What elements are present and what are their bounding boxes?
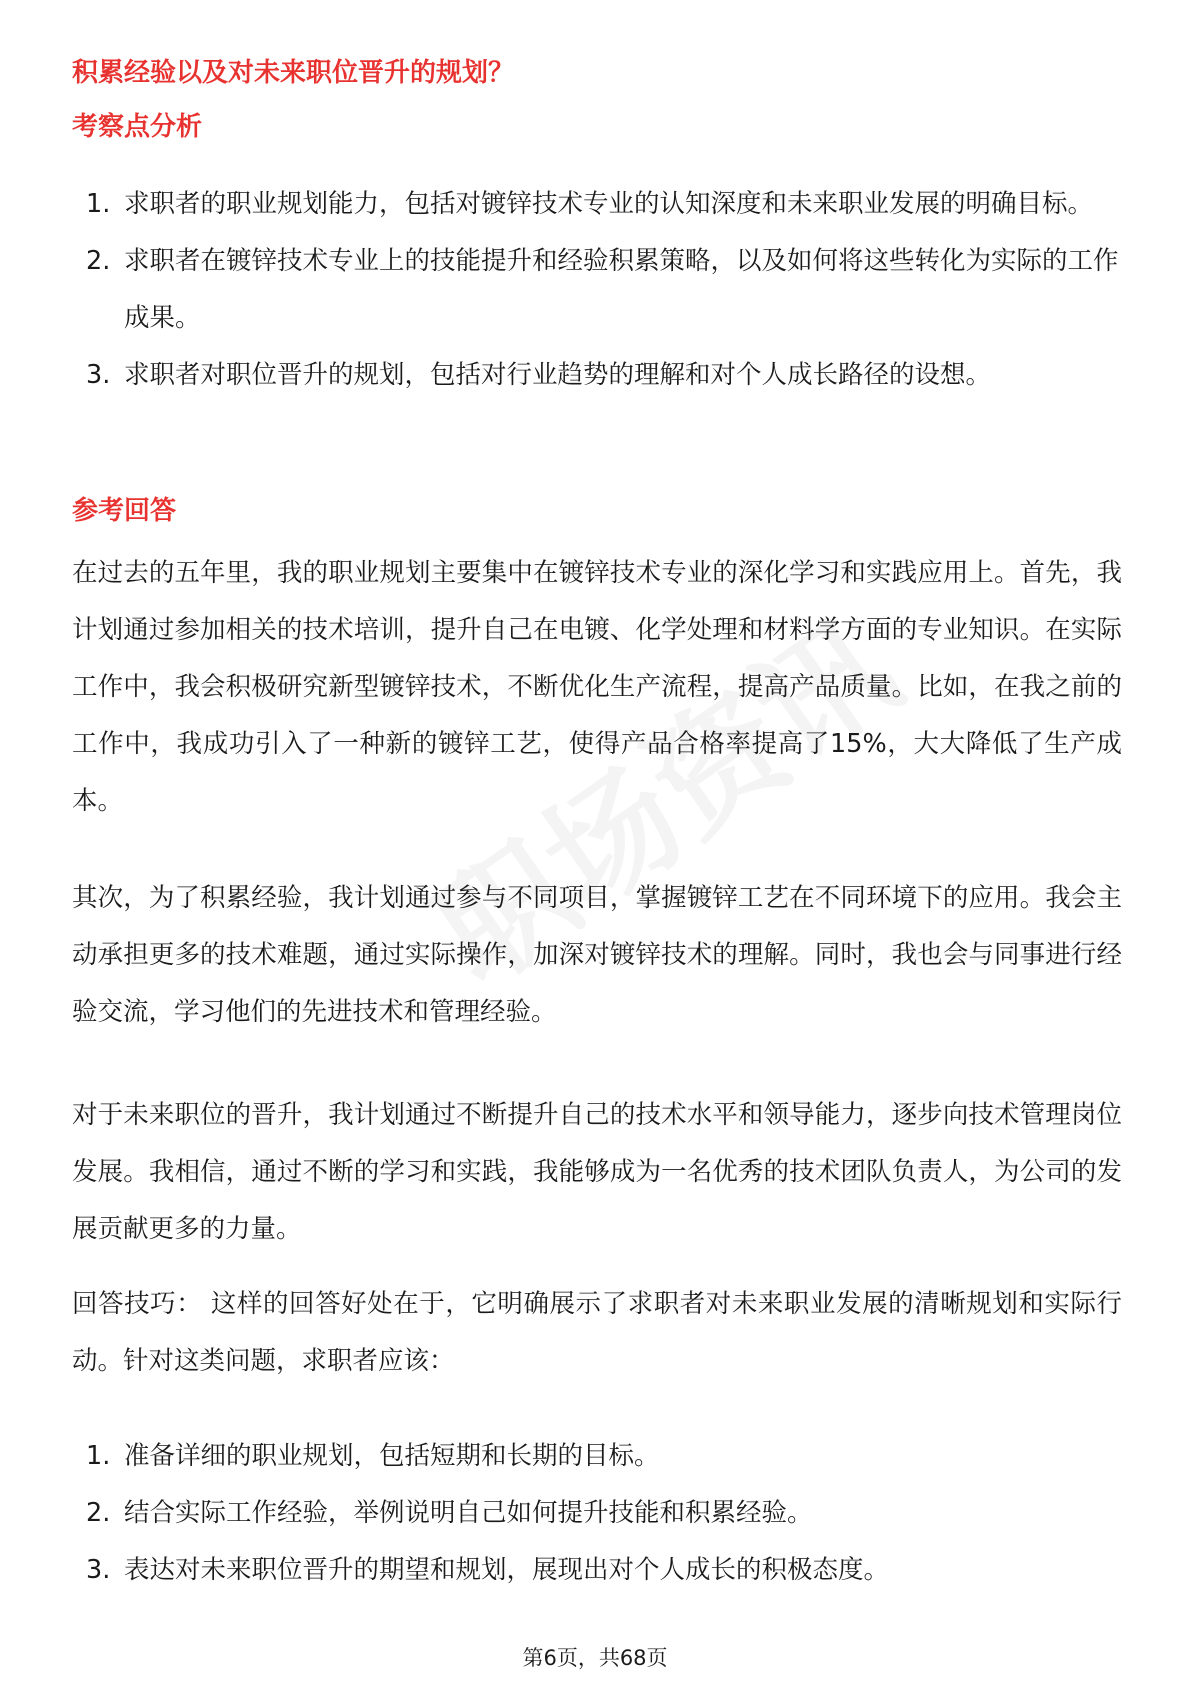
list-item: 2. 求职者在镀锌技术专业上的技能提升和经验积累策略，以及如何将这些转化为实际的工作成果。 [86,246,1119,333]
answer-heading: 参考回答 [72,496,177,526]
answer-paragraph: 在过去的五年里，我的职业规划主要集中在镀锌技术专业的深化学习和实践应用上。首先，我计划通过参加相关的技术培训，提升自己在电镀、化学处理和材料学方面的专业知识。在实际工作中，我会积极研究新型镀锌技术，不断优化生产流程，提高产品质量。比如，在我之前的工作中，我成功引入了一种新的镀锌工艺，使得产品合格率提高了15%，大大降低了生产成本。 [72,558,1122,816]
tips-paragraph: 回答技巧： 这样的回答好处在于，它明确展示了求职者对未来职业发展的清晰规划和实际行动。针对这类问题，求职者应该： [72,1289,1122,1376]
analysis-list [72,176,1122,404]
tips-list [72,1428,1122,1599]
list-item: 3. 求职者对职位晋升的规划，包括对行业趋势的理解和对个人成长路径的设想。 [86,360,992,390]
list-item: 3. 表达对未来职位晋升的期望和规划，展现出对个人成长的积极态度。 [86,1555,890,1585]
analysis-heading: 考察点分析 [72,112,203,142]
answer-paragraph: 对于未来职位的晋升，我计划通过不断提升自己的技术水平和领导能力，逐步向技术管理岗位发展。我相信，通过不断的学习和实践，我能够成为一名优秀的技术团队负责人，为公司的发展贡献更多的力量。 [72,1100,1122,1244]
question-title: 积累经验以及对未来职位晋升的规划？ [72,58,515,88]
answer-paragraph: 其次，为了积累经验，我计划通过参与不同项目，掌握镀锌工艺在不同环境下的应用。我会主动承担更多的技术难题，通过实际操作，加深对镀锌技术的理解。同时，我也会与同事进行经验交流，学习他们的先进技术和管理经验。 [72,883,1122,1027]
list-item: 1. 准备详细的职业规划，包括短期和长期的目标。 [86,1441,660,1471]
list-item: 1. 求职者的职业规划能力，包括对镀锌技术专业的认知深度和未来职业发展的明确目标。 [86,189,1094,219]
list-item: 2. 结合实际工作经验，举例说明自己如何提升技能和积累经验。 [86,1498,813,1528]
page-footer: 第6页，共68页 [522,1646,668,1670]
